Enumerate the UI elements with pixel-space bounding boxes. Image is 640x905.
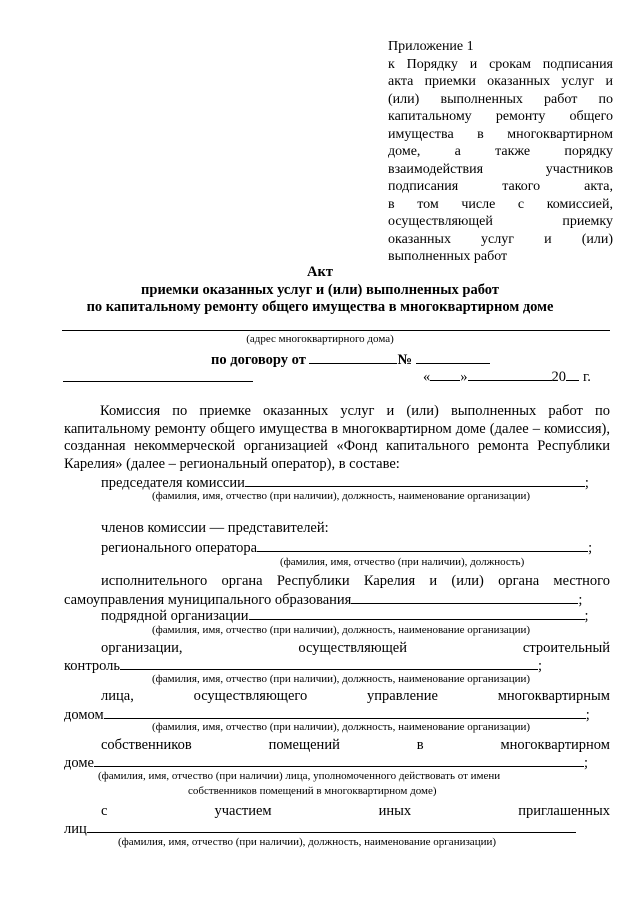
contractor-label: подрядной организации: [101, 608, 249, 624]
management-label: домом: [64, 707, 104, 723]
invited-caption: (фамилия, имя, отчество (при наличии), должность, наименование организации): [118, 836, 497, 848]
contractor-row: [101, 606, 589, 625]
word: иных: [378, 803, 412, 819]
appendix-line: доме, а также порядку: [388, 144, 613, 159]
construction-control-field[interactable]: [120, 656, 538, 670]
appendix-title: Приложение 1: [388, 39, 474, 54]
word: органа: [498, 573, 540, 589]
act-subtitle: приемки оказанных услуг и (или) выполненных работ: [141, 282, 499, 298]
word: строительный: [522, 640, 610, 656]
construction-control-label: контроль: [64, 658, 120, 674]
appendix-line: взаимодействия участников: [388, 161, 613, 177]
members-title: членов комиссии — представителей:: [101, 520, 329, 536]
appendix-line: оказанных услуг и (или): [388, 231, 613, 247]
word: участием: [214, 803, 272, 819]
contractor-end: ;: [584, 608, 589, 624]
word: местного: [553, 573, 610, 589]
owners-row: [101, 737, 610, 754]
appendix-block: [388, 38, 613, 266]
management-end: ;: [585, 707, 590, 723]
owners-label: доме: [64, 755, 94, 771]
chairman-end: ;: [584, 475, 589, 491]
construction-control-caption: (фамилия, имя, отчество (при наличии), должность, наименование организации): [152, 673, 531, 685]
executive-body-end: ;: [578, 592, 583, 608]
word: осуществляющего: [193, 688, 308, 704]
appendix-line: к Порядку и срокам подписания: [388, 56, 613, 72]
word: собственников: [101, 737, 192, 753]
management-caption: (фамилия, имя, отчество (при наличии), должность, наименование организации): [152, 721, 531, 733]
address-line[interactable]: [62, 330, 610, 331]
invited-label: лиц: [64, 821, 87, 837]
intro-paragraph: Комиссия по приемке оказанных услуг и (или) выполненных работ по капитальному ремонту общего имущества в многоквартирном доме (далее – комиссия), созданная некоммерческой организацией «Фонд капитального ремонта Республики Карелия» (далее – региональный оператор), в составе:: [64, 403, 610, 472]
act-title: Акт: [307, 264, 333, 280]
contract-prefix: по договору от: [211, 352, 306, 368]
appendix-line: капитальному ремонту общего: [388, 109, 613, 124]
word: организации,: [101, 640, 183, 656]
invited-field[interactable]: [87, 819, 576, 833]
word: и: [429, 573, 438, 589]
word: исполнительного: [101, 573, 208, 589]
invited-row: [101, 803, 610, 820]
address-caption: (адрес многоквартирного дома): [246, 333, 394, 345]
number-sign: №: [397, 352, 413, 368]
word: приглашенных: [518, 803, 610, 819]
regional-operator-field[interactable]: [257, 538, 588, 552]
contractor-field[interactable]: [249, 606, 585, 620]
contractor-caption: (фамилия, имя, отчество (при наличии), должность, наименование организации): [152, 624, 531, 636]
place-line[interactable]: [63, 381, 253, 382]
owners-field[interactable]: [94, 753, 584, 767]
word: управление: [367, 688, 438, 704]
owners-caption-1: (фамилия, имя, отчество (при наличии) лица, уполномоченного действовать от имени: [98, 770, 501, 782]
management-field[interactable]: [104, 705, 586, 719]
owners-end: ;: [583, 755, 588, 771]
word: многоквартирном: [500, 737, 610, 753]
date-row: [423, 367, 591, 386]
contract-number-field[interactable]: [416, 350, 490, 364]
word: (или): [451, 573, 484, 589]
word: осуществляющей: [298, 640, 407, 656]
regional-operator-end: ;: [588, 540, 593, 556]
executive-body-field[interactable]: [351, 590, 578, 604]
executive-body-label: самоуправления муниципального образования: [64, 592, 352, 608]
word: в: [416, 737, 424, 753]
quote-open: «: [423, 369, 431, 385]
word: органа: [221, 573, 263, 589]
contract-date-field[interactable]: [309, 350, 397, 364]
appendix-line: выполненных работ: [388, 249, 508, 264]
word: Республики: [276, 573, 350, 589]
day-field[interactable]: [430, 367, 460, 381]
appendix-line: в том числе с комиссией,: [388, 196, 613, 212]
year-suffix: г.: [583, 369, 591, 385]
executive-body-row: [101, 573, 610, 590]
construction-control-end: ;: [538, 658, 543, 674]
appendix-line: акта приемки оказанных услуг и: [388, 74, 613, 89]
management-row: [101, 688, 610, 705]
word: с: [101, 803, 108, 819]
appendix-line: имущества в многоквартирном: [388, 126, 613, 142]
word: многоквартирным: [497, 688, 610, 704]
month-field[interactable]: [468, 367, 552, 381]
quote-close: »: [460, 369, 468, 385]
chairman-field[interactable]: [245, 473, 585, 487]
chairman-label: председателя комиссии: [101, 475, 245, 491]
act-subtitle-2: по капитальному ремонту общего имущества в многоквартирном доме: [86, 299, 554, 315]
construction-control-row: [101, 640, 610, 657]
appendix-line: осуществляющей приемку: [388, 214, 613, 229]
regional-operator-row: [101, 538, 592, 557]
regional-operator-caption: (фамилия, имя, отчество (при наличии), должность): [280, 556, 525, 568]
owners-caption-2: собственников помещений в многоквартирном доме): [188, 785, 437, 797]
appendix-line: подписания такого акта,: [388, 179, 613, 194]
word: помещений: [268, 737, 340, 753]
chairman-caption: (фамилия, имя, отчество (при наличии), должность, наименование организации): [152, 490, 531, 502]
appendix-line: (или) выполненных работ по: [388, 91, 613, 107]
year-prefix: 20: [551, 369, 566, 385]
regional-operator-label: регионального оператора: [101, 540, 258, 556]
word: лица,: [101, 688, 134, 704]
year-field[interactable]: [566, 367, 579, 381]
word: Карелия: [363, 573, 416, 589]
